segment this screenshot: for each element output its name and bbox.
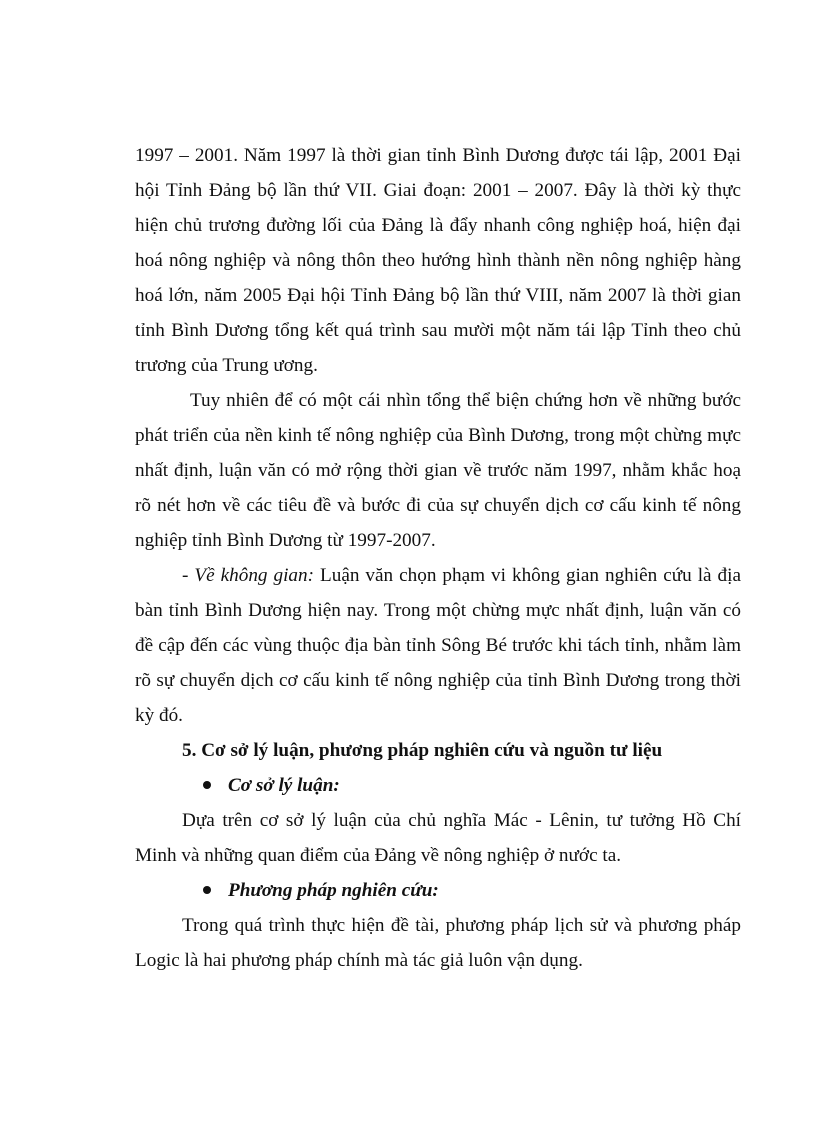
paragraph-method xyxy=(135,908,741,978)
text-line: Trong quá trình thực hiện đề tài, phương pháp lịch sử và phương pháp xyxy=(182,915,741,936)
text-line: rõ nét hơn về các tiêu đề và bước đi của sự chuyển dịch cơ cấu kinh tế nông xyxy=(135,495,741,516)
paragraph-theory xyxy=(135,803,741,873)
text-line: trương của Trung ương. xyxy=(135,355,318,376)
paragraph-time-scope xyxy=(135,138,741,383)
space-scope-label: Về không gian: xyxy=(194,565,315,586)
section-heading: 5. Cơ sở lý luận, phương pháp nghiên cứu và nguồn tư liệu xyxy=(182,740,663,761)
bullet-icon xyxy=(203,781,211,789)
paragraph-extended-scope xyxy=(135,383,741,558)
text-line: nhất định, luận văn có mở rộng thời gian về trước năm 1997, nhằm khắc hoạ xyxy=(135,460,741,481)
text-line: hội Tỉnh Đảng bộ lần thứ VII. Giai đoạn: 2001 – 2007. Đây là thời kỳ thực xyxy=(135,180,741,201)
bullet-label: Cơ sở lý luận: xyxy=(228,775,340,796)
text-line: kỳ đó. xyxy=(135,705,183,726)
bullet-icon xyxy=(203,886,211,894)
bullet-item-theory xyxy=(135,768,741,803)
paragraph-space-scope xyxy=(135,558,741,733)
bullet-label: Phương pháp nghiên cứu: xyxy=(228,880,439,901)
text-line: bàn tỉnh Bình Dương hiện nay. Trong một chừng mực nhất định, luận văn có xyxy=(135,600,741,621)
text-line: tỉnh Bình Dương tổng kết quá trình sau mười một năm tái lập Tỉnh theo chủ xyxy=(135,320,741,341)
text-line: Tuy nhiên để có một cái nhìn tổng thể biện chứng hơn về những bước xyxy=(190,390,741,411)
text-line: đề cập đến các vùng thuộc địa bàn tỉnh Sông Bé trước khi tách tỉnh, nhằm làm xyxy=(135,635,741,656)
text-line: Logic là hai phương pháp chính mà tác giả luôn vận dụng. xyxy=(135,950,583,971)
space-scope-text: Luận văn chọn phạm vi không gian nghiên cứu là địa xyxy=(314,565,741,586)
text-line: hoá lớn, năm 2005 Đại hội Tỉnh Đảng bộ lần thứ VIII, năm 2007 là thời gian xyxy=(135,285,741,306)
text-line: rõ sự chuyển dịch cơ cấu kinh tế nông nghiệp của tỉnh Bình Dương trong thời xyxy=(135,670,741,691)
bullet-item-method xyxy=(135,873,741,908)
text-line: nghiệp tỉnh Bình Dương từ 1997-2007. xyxy=(135,530,436,551)
text-line: hiện chủ trương đường lối của Đảng là đẩy nhanh công nghiệp hoá, hiện đại xyxy=(135,215,741,236)
document-page xyxy=(135,138,741,978)
text-line: Dựa trên cơ sở lý luận của chủ nghĩa Mác - Lênin, tư tưởng Hồ Chí xyxy=(182,810,741,831)
text-line: phát triển của nền kinh tế nông nghiệp của Bình Dương, trong một chừng mực xyxy=(135,425,741,446)
text-line xyxy=(135,558,741,593)
text-line: hoá nông nghiệp và nông thôn theo hướng hình thành nền nông nghiệp hàng xyxy=(135,250,741,271)
text-line: 1997 – 2001. Năm 1997 là thời gian tỉnh Bình Dương được tái lập, 2001 Đại xyxy=(135,145,741,166)
dash-prefix: - xyxy=(182,565,195,586)
text-line: Minh và những quan điểm của Đảng về nông nghiệp ở nước ta. xyxy=(135,845,622,866)
